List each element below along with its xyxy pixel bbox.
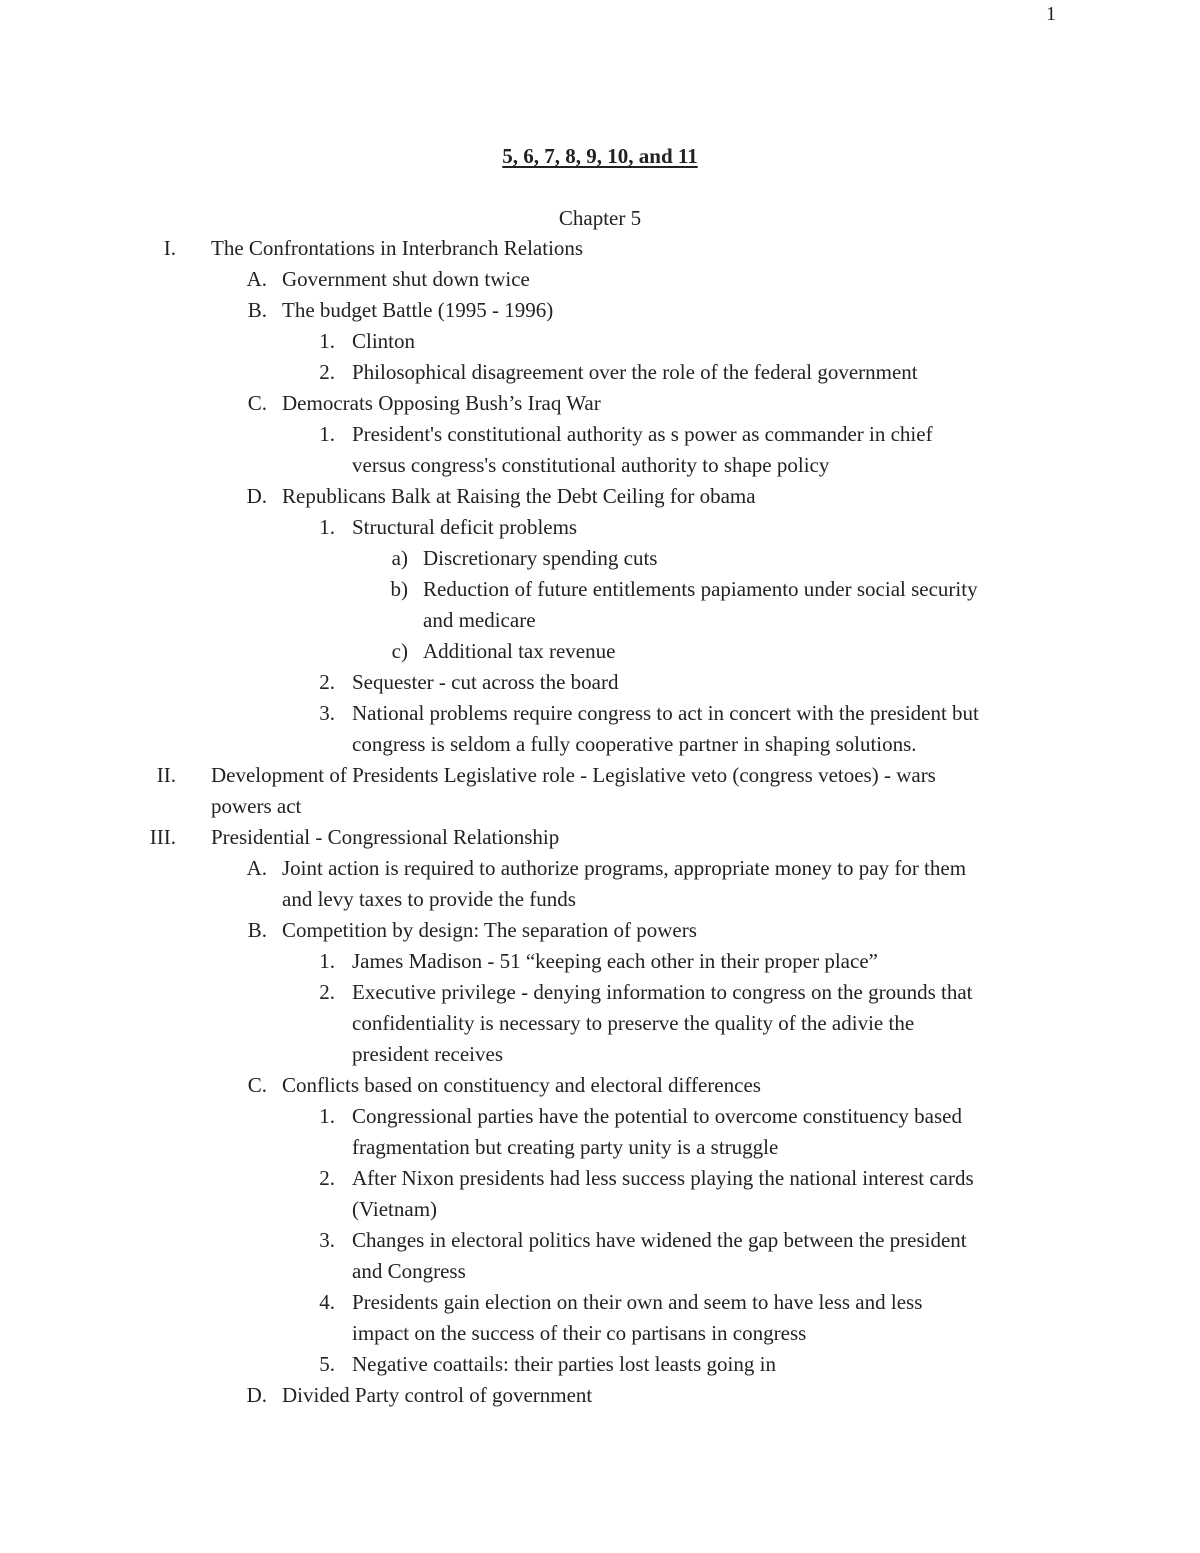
outline-marker: 1. — [319, 515, 335, 539]
outline-line — [0, 915, 1200, 946]
outline-line — [0, 357, 1200, 388]
outline-line — [0, 1070, 1200, 1101]
outline-text: congress is seldom a fully cooperative partner in shaping solutions. — [352, 732, 917, 756]
outline-text: (Vietnam) — [352, 1197, 438, 1221]
outline-text: Structural deficit problems — [352, 515, 578, 539]
outline-text: Democrats Opposing Bush’s Iraq War — [282, 391, 601, 415]
outline-line — [0, 512, 1200, 543]
outline-text: Negative coattails: their parties lost leasts going in — [352, 1352, 776, 1376]
outline-marker: 2. — [319, 360, 335, 384]
outline-marker: 2. — [319, 980, 335, 1004]
outline-marker: C. — [247, 391, 267, 415]
outline-text: James Madison - 51 “keeping each other in their proper place” — [352, 949, 878, 973]
outline-text: fragmentation but creating party unity is a struggle — [352, 1135, 779, 1159]
page-number: 1 — [1046, 3, 1056, 25]
outline-line — [0, 946, 1200, 977]
outline-marker: D. — [246, 484, 267, 508]
outline-marker: III. — [149, 825, 176, 849]
outline-line — [0, 481, 1200, 512]
outline-line — [0, 1163, 1200, 1194]
outline-line — [0, 1349, 1200, 1380]
outline-text: The budget Battle (1995 - 1996) — [282, 298, 554, 322]
outline-line — [0, 636, 1200, 667]
outline-marker: 1. — [319, 422, 335, 446]
outline-line — [0, 1008, 1200, 1039]
outline-line — [0, 574, 1200, 605]
outline-line — [0, 884, 1200, 915]
outline-line — [0, 1039, 1200, 1070]
outline-text: president receives — [352, 1042, 504, 1066]
outline-line — [0, 729, 1200, 760]
outline-line — [0, 1318, 1200, 1349]
outline-line — [0, 853, 1200, 884]
outline-text: Development of Presidents Legislative role - Legislative veto (congress vetoes) - wars — [211, 763, 936, 787]
outline-text: Sequester - cut across the board — [352, 670, 619, 694]
outline-marker: 5. — [319, 1352, 335, 1376]
outline-text: Discretionary spending cuts — [423, 546, 658, 570]
outline-text: National problems require congress to act in concert with the president but — [352, 701, 979, 725]
outline-line — [0, 1256, 1200, 1287]
outline-text: and Congress — [352, 1259, 466, 1283]
outline-text: and medicare — [423, 608, 536, 632]
outline-text: Reduction of future entitlements papiamento under social security — [423, 577, 978, 601]
outline-marker: b) — [390, 577, 408, 601]
outline-text: and levy taxes to provide the funds — [282, 887, 576, 911]
outline-line — [0, 822, 1200, 853]
outline-line — [0, 1380, 1200, 1411]
outline-marker: 1. — [319, 329, 335, 353]
outline-line — [0, 605, 1200, 636]
outline-line — [0, 543, 1200, 574]
outline-marker: A. — [246, 267, 267, 291]
outline-text: Congressional parties have the potential to overcome constituency based — [352, 1104, 962, 1128]
outline-text: President's constitutional authority as s power as commander in chief — [352, 422, 933, 446]
outline-marker: A. — [246, 856, 267, 880]
outline-marker: 1. — [319, 1104, 335, 1128]
outline-line — [0, 1225, 1200, 1256]
chapter-heading: Chapter 5 — [558, 206, 642, 230]
document-title: 5, 6, 7, 8, 9, 10, and 11 — [502, 144, 698, 168]
outline-marker: B. — [247, 918, 267, 942]
outline-text: Clinton — [352, 329, 416, 353]
outline-line — [0, 388, 1200, 419]
outline-text: Changes in electoral politics have widened the gap between the president — [352, 1228, 967, 1252]
outline-marker: c) — [391, 639, 408, 663]
outline-marker: C. — [247, 1073, 267, 1097]
outline-marker: I. — [163, 236, 176, 260]
outline-marker: 2. — [319, 1166, 335, 1190]
outline-text: Executive privilege - denying information to congress on the grounds that — [352, 980, 973, 1004]
outline-text: Philosophical disagreement over the role of the federal government — [352, 360, 918, 384]
outline-text: Republicans Balk at Raising the Debt Ceiling for obama — [282, 484, 756, 508]
outline-line — [0, 419, 1200, 450]
outline-line — [0, 1101, 1200, 1132]
outline-line — [0, 760, 1200, 791]
outline-marker: a) — [391, 546, 408, 570]
outline-marker: 4. — [319, 1290, 335, 1314]
outline-marker: 2. — [319, 670, 335, 694]
outline-line — [0, 1132, 1200, 1163]
outline-text: Additional tax revenue — [423, 639, 616, 663]
outline-line — [0, 295, 1200, 326]
outline-line — [0, 233, 1200, 264]
outline-text: Competition by design: The separation of powers — [282, 918, 697, 942]
outline — [0, 233, 1200, 1411]
outline-text: powers act — [211, 794, 302, 818]
outline-marker: II. — [156, 763, 176, 787]
outline-marker: 1. — [319, 949, 335, 973]
outline-text: Government shut down twice — [282, 267, 530, 291]
outline-line — [0, 698, 1200, 729]
outline-line — [0, 450, 1200, 481]
outline-text: After Nixon presidents had less success playing the national interest cards — [352, 1166, 974, 1190]
outline-line — [0, 1287, 1200, 1318]
outline-line — [0, 326, 1200, 357]
outline-text: Joint action is required to authorize programs, appropriate money to pay for them — [282, 856, 967, 880]
outline-text: Conflicts based on constituency and electoral differences — [282, 1073, 761, 1097]
outline-text: Presidential - Congressional Relationship — [211, 825, 560, 849]
outline-line — [0, 264, 1200, 295]
outline-text: impact on the success of their co partisans in congress — [352, 1321, 807, 1345]
outline-line — [0, 977, 1200, 1008]
outline-line — [0, 1194, 1200, 1225]
outline-line — [0, 791, 1200, 822]
outline-line — [0, 667, 1200, 698]
outline-marker: 3. — [319, 1228, 335, 1252]
outline-text: versus congress's constitutional authority to shape policy — [352, 453, 830, 477]
outline-marker: D. — [246, 1383, 267, 1407]
outline-marker: 3. — [319, 701, 335, 725]
outline-text: The Confrontations in Interbranch Relations — [211, 236, 584, 260]
outline-marker: B. — [247, 298, 267, 322]
outline-text: confidentiality is necessary to preserve the quality of the adivie the — [352, 1011, 915, 1035]
outline-text: Presidents gain election on their own and seem to have less and less — [352, 1290, 923, 1314]
outline-text: Divided Party control of government — [282, 1383, 593, 1407]
